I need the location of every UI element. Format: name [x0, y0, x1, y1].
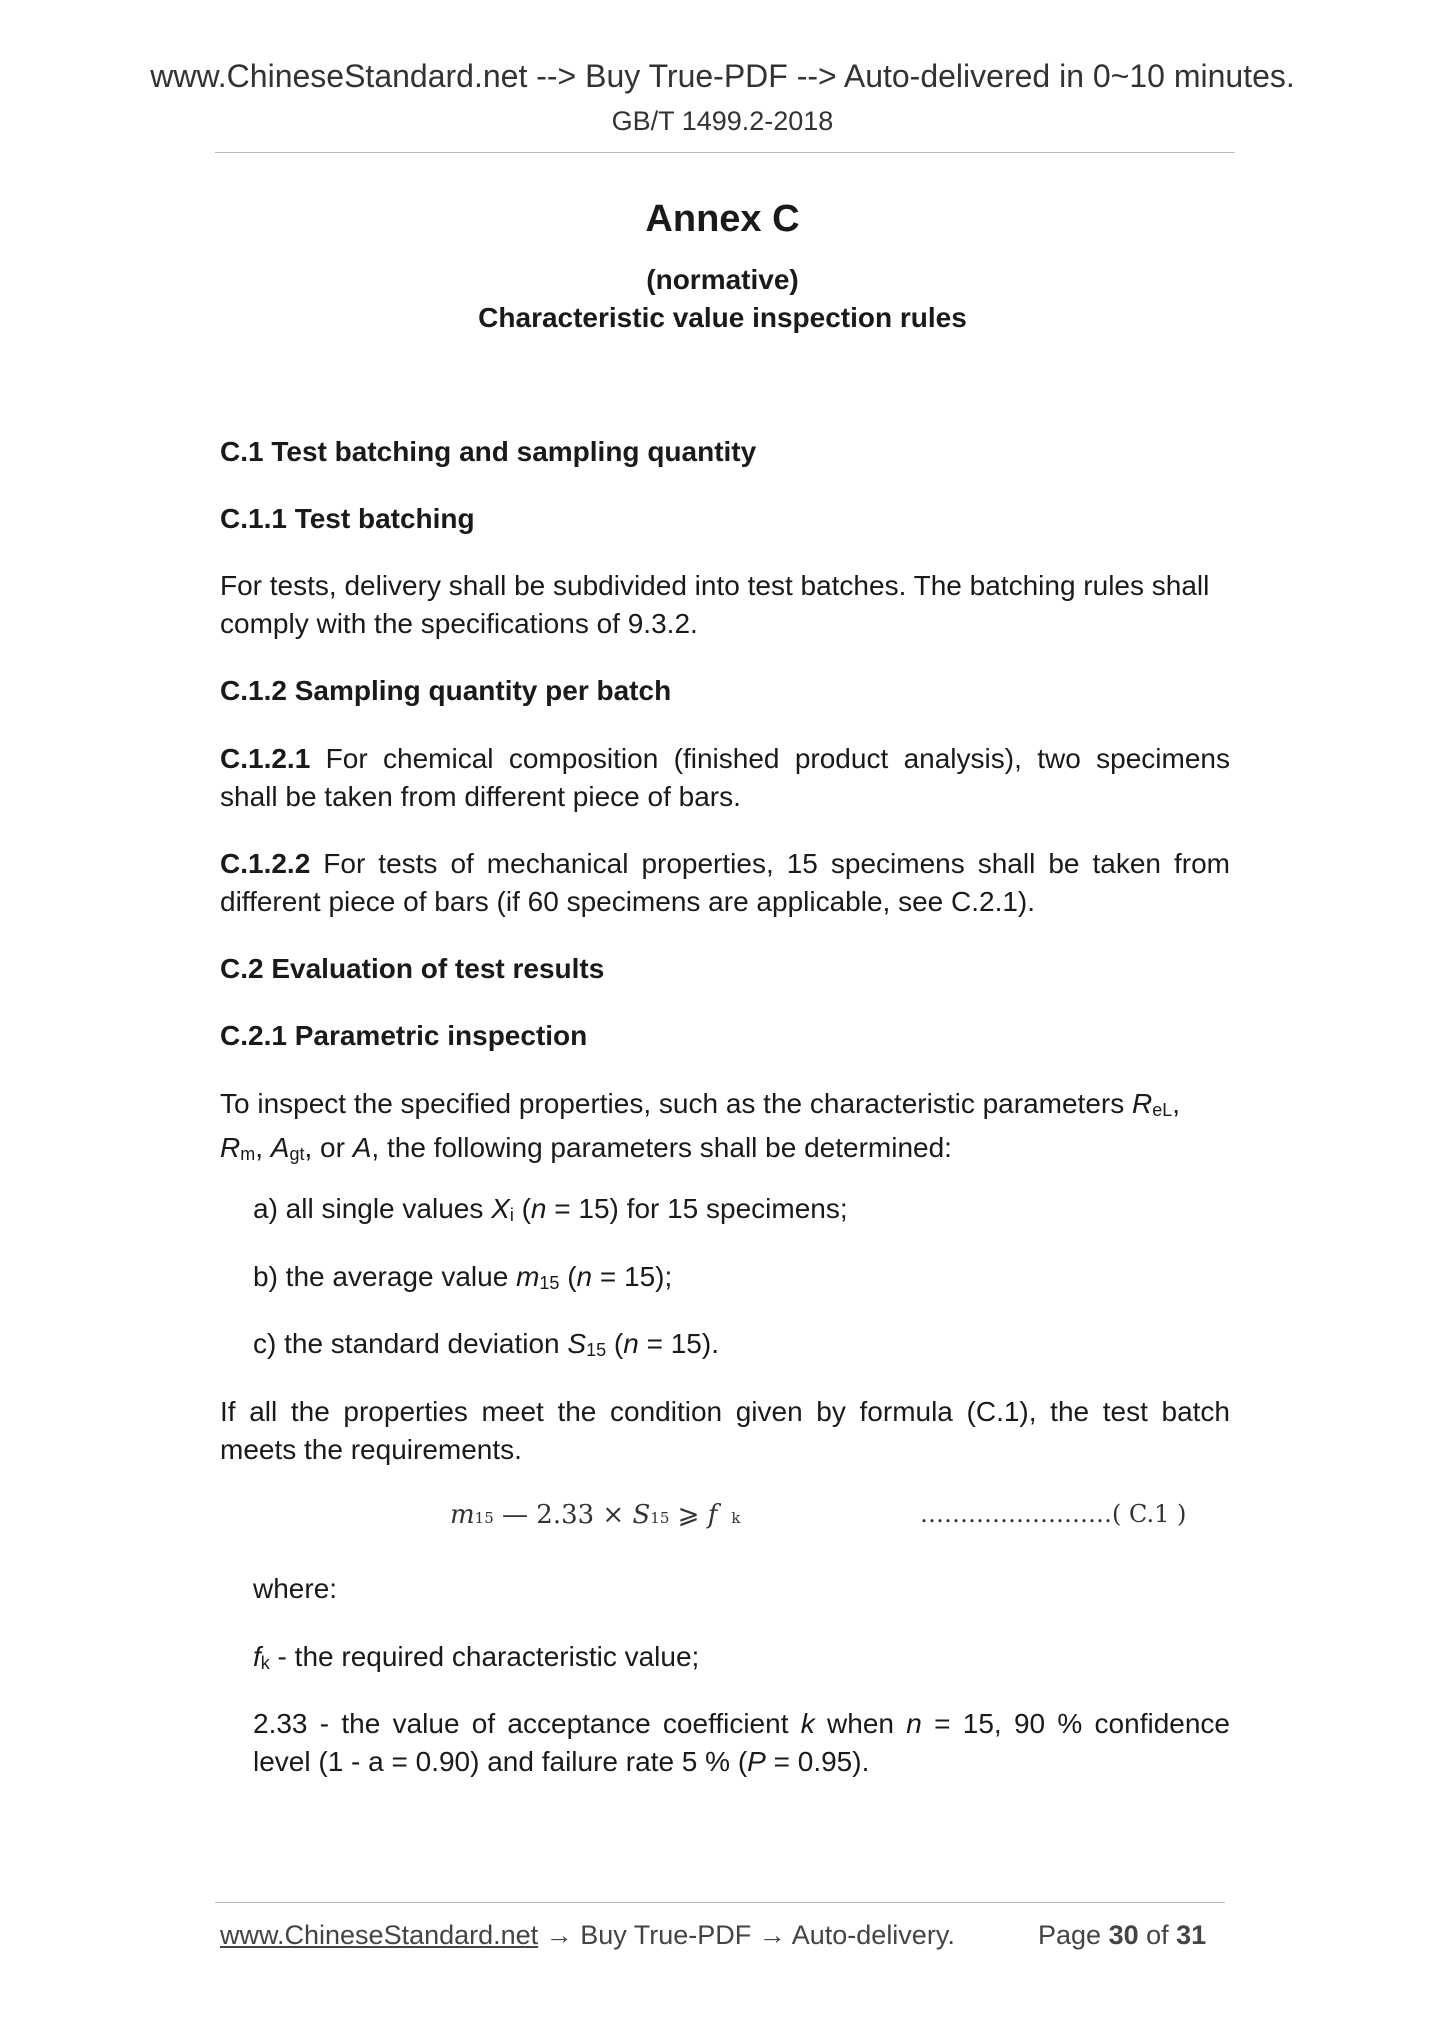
definition-coefficient: [253, 1705, 1230, 1781]
subscript: m: [240, 1144, 256, 1164]
paragraph-condition: If all the properties meet the condition given by formula (C.1), the test batch meets the requirements.: [220, 1396, 1230, 1465]
symbol: A: [270, 1132, 290, 1163]
text: b) the average value: [253, 1261, 517, 1292]
standard-code: GB/T 1499.2-2018: [611, 106, 834, 136]
where-label: where:: [253, 1573, 338, 1604]
list-item-a: [253, 1190, 1230, 1234]
footer-promo: [220, 1920, 955, 1951]
formula-number: ……………………( C.1 ): [920, 1500, 1187, 1528]
symbol: X: [491, 1193, 510, 1224]
subscript: k: [260, 1653, 270, 1673]
symbol: A: [352, 1132, 372, 1163]
text: (: [513, 1193, 531, 1224]
text: when: [814, 1708, 907, 1739]
annex-title: Annex C: [645, 198, 800, 240]
subscript: 15: [474, 1509, 494, 1527]
text: = 15, 90 % confidence level (1 - a = 0.90) and failure rate 5 % (: [253, 1708, 1230, 1777]
text: 2.33 - the value of acceptance coefficient: [253, 1708, 801, 1739]
subscript: k: [731, 1509, 741, 1527]
symbol: n: [530, 1193, 547, 1224]
text: = 15) for 15 specimens;: [546, 1193, 848, 1224]
heading-c1-1: C.1.1 Test batching: [220, 503, 475, 534]
symbol: P: [747, 1746, 766, 1777]
subscript: i: [509, 1205, 514, 1225]
list-item-c: [253, 1325, 1230, 1369]
footer-link[interactable]: www.ChineseStandard.net: [220, 1920, 539, 1950]
formula-c1: [450, 1500, 740, 1530]
heading-c1-2: C.1.2 Sampling quantity per batch: [220, 675, 672, 706]
text: c) the standard deviation: [253, 1328, 568, 1359]
footer-text: → Buy True-PDF → Auto-delivery.: [538, 1920, 955, 1950]
symbol: f: [253, 1641, 261, 1672]
symbol: m: [450, 1500, 475, 1530]
page-total: 31: [1176, 1920, 1207, 1950]
text: = 15);: [592, 1261, 673, 1292]
symbol: n: [906, 1708, 922, 1739]
subscript: 15: [586, 1340, 607, 1360]
definition-fk: [253, 1638, 1230, 1682]
text: ,: [1172, 1088, 1181, 1119]
symbol: S: [567, 1328, 587, 1359]
text: To inspect the specified properties, such as the characteristic parameters: [220, 1088, 1132, 1119]
subscript: eL: [1152, 1100, 1173, 1120]
clause-text: For tests of mechanical properties, 15 specimens shall be taken from different piece of bars (if 60 specimens are applicable, see C.2.1).: [220, 848, 1230, 917]
subscript: gt: [289, 1144, 305, 1164]
text: , the following parameters shall be determined:: [371, 1132, 952, 1163]
heading-c2: C.2 Evaluation of test results: [220, 953, 605, 984]
header-banner: www.ChineseStandard.net --> Buy True-PDF --> Auto-delivered in 0~10 minutes.: [150, 58, 1295, 94]
symbol: S: [632, 1500, 651, 1530]
list-item-b: [253, 1258, 1230, 1302]
symbol: R: [220, 1132, 241, 1163]
text: — 2.33 ×: [493, 1500, 633, 1530]
heading-c2-1: C.2.1 Parametric inspection: [220, 1020, 588, 1051]
footer-divider: [215, 1902, 1225, 1903]
text: a) all single values: [253, 1193, 492, 1224]
text: , or: [304, 1132, 353, 1163]
clause-number: C.1.2.1: [220, 743, 311, 774]
page-number: 30: [1108, 1920, 1139, 1950]
paragraph-c2-1-intro: [220, 1085, 1230, 1173]
page-label: Page: [1038, 1920, 1109, 1950]
symbol: n: [623, 1328, 639, 1359]
heading-c1: C.1 Test batching and sampling quantity: [220, 436, 757, 467]
annex-subtitle: Characteristic value inspection rules: [478, 302, 967, 333]
text: ,: [255, 1132, 271, 1163]
subscript: 15: [539, 1273, 560, 1293]
text: = 15).: [638, 1328, 719, 1359]
clause-text: For chemical composition (finished product analysis), two specimens shall be taken from different piece of bars.: [220, 743, 1230, 812]
symbol: m: [516, 1261, 540, 1292]
text: (: [559, 1261, 577, 1292]
header-divider: [215, 152, 1235, 153]
text: (: [606, 1328, 624, 1359]
page-of-label: of: [1138, 1920, 1177, 1950]
text: ⩾: [669, 1500, 708, 1530]
symbol: k: [800, 1708, 815, 1739]
symbol: n: [576, 1261, 593, 1292]
paragraph-c1-1: For tests, delivery shall be subdivided into test batches. The batching rules shall comply with the specifications of 9.3.2.: [220, 570, 1210, 639]
clause-number: C.1.2.2: [220, 848, 311, 879]
page-indicator: [1038, 1920, 1206, 1951]
text: - the required characteristic value;: [269, 1641, 700, 1672]
paragraph-c1-2-2: [220, 845, 1230, 921]
annex-kind: (normative): [646, 264, 799, 295]
text: = 0.95).: [765, 1746, 870, 1777]
paragraph-c1-2-1: [220, 740, 1230, 816]
symbol: f: [707, 1500, 718, 1530]
symbol: R: [1132, 1088, 1153, 1119]
subscript: 15: [650, 1509, 670, 1527]
